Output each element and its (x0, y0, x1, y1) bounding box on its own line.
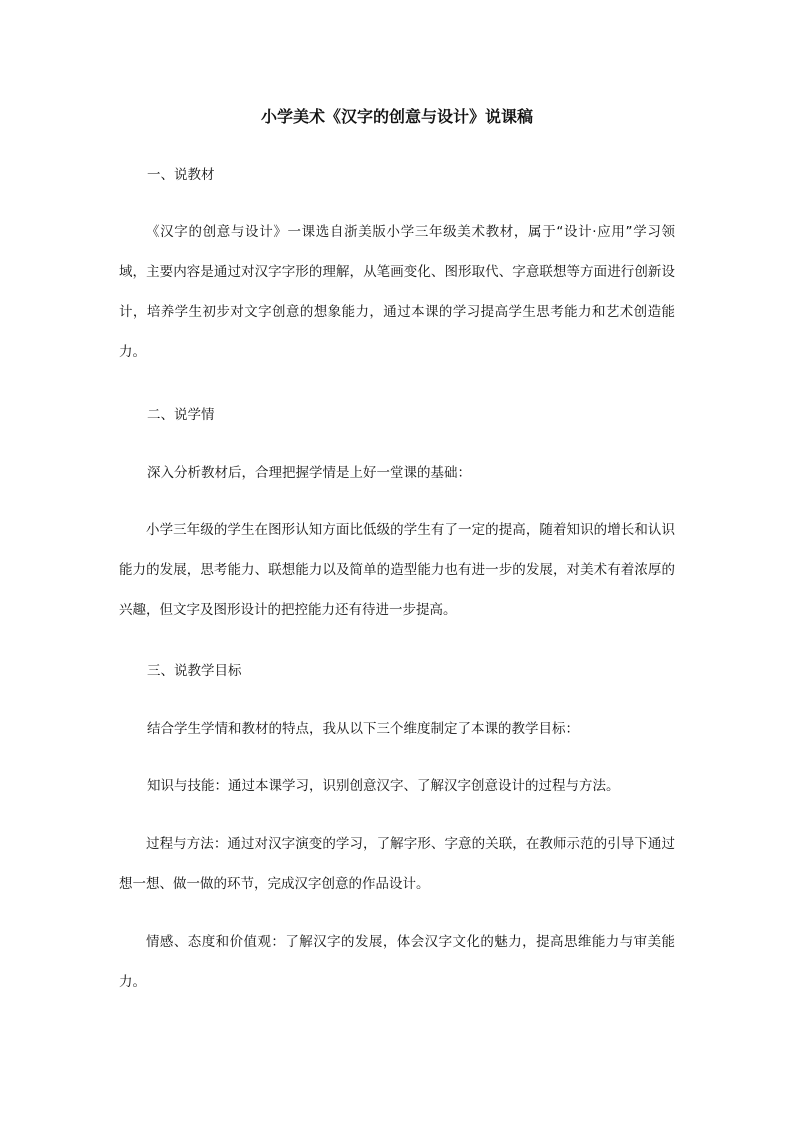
paragraph-students-text: 小学三年级的学生在图形认知方面比低级的学生有了一定的提高，随着知识的增长和认识能力的发展，思考能力、联想能力以及简单的造型能力也有进一步的发展，对美术有着浓厚的兴趣，但文字及图形设计的把控能力还有待进一步提高。 (119, 522, 675, 618)
paragraph-goal-process (119, 824, 675, 904)
document-title: 小学美术《汉字的创意与设计》说课稿 (260, 107, 533, 126)
paragraph-goal-process-text: 过程与方法：通过对汉字演变的学习，了解字形、字意的关联，在教师示范的引导下通过想一想、做一做的环节，完成汉字创意的作品设计。 (119, 836, 675, 892)
paragraph-goal-knowledge: 知识与技能：通过本课学习，识别创意汉字、了解汉字创意设计的过程与方法。 (147, 778, 620, 794)
paragraph-textbook-text: 《汉字的创意与设计》一课选自浙美版小学三年级美术教材，属于“设计·应用”学习领域，主要内容是通过对汉字字形的理解，从笔画变化、图形取代、字意联想等方面进行创新设计，培养学生初步对文字创意的想象能力，通过本课的学习提高学生思考能力和艺术创造能力。 (119, 224, 675, 360)
paragraph-students (119, 510, 675, 630)
paragraph-textbook (119, 212, 675, 372)
paragraph-goal-emotion-text: 情感、态度和价值观：了解汉字的发展，体会汉字文化的魅力，提高思维能力与审美能力。 (119, 934, 675, 990)
section-heading-students: 二、说学情 (147, 407, 215, 423)
paragraph-goal-emotion (119, 922, 675, 1002)
section-heading-goals: 三、说教学目标 (147, 663, 242, 679)
paragraph-goals-intro: 结合学生学情和教材的特点，我从以下三个维度制定了本课的教学目标： (147, 721, 579, 737)
section-heading-textbook: 一、说教材 (147, 167, 215, 183)
paragraph-students-intro: 深入分析教材后，合理把握学情是上好一堂课的基础： (147, 465, 471, 481)
